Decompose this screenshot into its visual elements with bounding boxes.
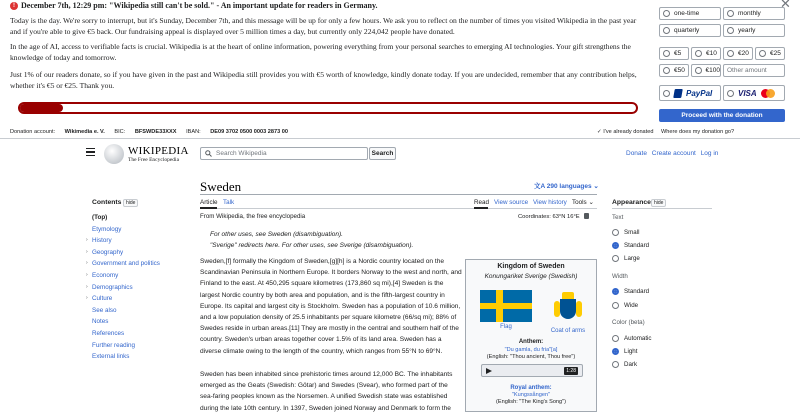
toc-item[interactable]: › Culture [86, 293, 160, 305]
tab-view-source[interactable]: View source [494, 199, 529, 206]
toc-item[interactable]: › Government and politics [86, 258, 160, 270]
text-size-small[interactable]: Small [612, 229, 639, 236]
radio-icon [612, 335, 619, 342]
translate-icon: 文A [534, 183, 545, 190]
donation-progress-fill [20, 104, 63, 112]
radio-icon [695, 50, 702, 57]
toc-item[interactable]: › Economy [86, 270, 160, 282]
payment-paypal[interactable]: PayPal [659, 85, 721, 101]
width-standard[interactable]: Standard [612, 288, 649, 295]
chevron-right-icon[interactable]: › [86, 283, 88, 290]
radio-icon [663, 10, 670, 17]
donation-help-link[interactable]: Where does my donation go? [661, 129, 735, 135]
tab-read-underline [474, 207, 488, 209]
radio-icon [663, 67, 670, 74]
coat-of-arms-image[interactable] [553, 289, 583, 323]
toc-item[interactable]: See also [92, 306, 117, 314]
toc-item[interactable]: Notes [92, 318, 109, 326]
tab-article-underline [200, 207, 217, 209]
site-subtitle: From Wikipedia, the free encyclopedia [200, 213, 306, 220]
radio-icon [663, 27, 670, 34]
width-wide[interactable]: Wide [612, 302, 638, 309]
toc-item[interactable]: › Geography [86, 247, 160, 259]
paypal-icon [673, 89, 683, 98]
radio-icon [695, 67, 702, 74]
tools-menu[interactable]: Tools ⌄ [572, 199, 594, 206]
amount-25[interactable]: €25 [755, 47, 785, 60]
toc-item[interactable]: External links [92, 353, 130, 361]
close-banner-icon[interactable]: ✕ [780, 0, 791, 11]
coat-of-arms-caption-link[interactable]: Coat of arms [550, 328, 586, 334]
toc-item[interactable]: (Top) [92, 214, 108, 221]
already-donated-link[interactable]: ✓ I've already donated [597, 129, 654, 135]
infobox-native-name: Konungariket Sverige (Swedish) [484, 273, 578, 280]
chevron-down-icon: ⌄ [593, 183, 599, 190]
tab-view-history[interactable]: View history [533, 199, 567, 206]
banner-headline [10, 0, 378, 11]
flag-caption-link[interactable]: Flag [500, 324, 512, 330]
wikipedia-tagline: The Free Encyclopedia [128, 157, 180, 163]
frequency-quarterly[interactable]: quarterly [659, 24, 721, 37]
log-in-link[interactable]: Log in [700, 150, 719, 157]
banner-paragraph-3: Just 1% of our readers donate, so if you have given in the past and Wikipedia still provides you with €5 worth of knowledge, kindly donate today. If you are undecided, remember that any contribution helps, whether it's €5 or €25. Thank you. [10, 70, 637, 90]
frequency-one-time[interactable]: one-time [659, 7, 721, 20]
frequency-monthly[interactable]: monthly [723, 7, 785, 20]
royal-anthem-label[interactable]: Royal anthem: [510, 385, 552, 391]
frequency-yearly[interactable]: yearly [723, 24, 785, 37]
anthem-translation: (English: "Thou ancient, Thou free") [486, 354, 576, 360]
chevron-right-icon[interactable]: › [86, 260, 88, 267]
tabs-divider [200, 208, 597, 209]
mastercard-icon [761, 89, 775, 98]
tab-read[interactable]: Read [474, 199, 490, 206]
chevron-right-icon[interactable]: › [86, 248, 88, 255]
toc-item[interactable]: › Demographics [86, 282, 160, 294]
banner-paragraph-1: Today is the day. We're sorry to interrupt, but it's Sunday, December 7th, and this message will be up for only a few hours. We ask you to reflect on the number of times you visited Wikipedia in the past year and if you're able to give €5 back. Our fundraising appeal is displayed over 5 million times a day, but currently only 224,042 people have donated. [10, 16, 637, 36]
toc-item[interactable]: References [92, 329, 125, 337]
radio-icon [663, 90, 670, 97]
appearance-divider [612, 208, 712, 209]
width-label: Width [612, 273, 628, 280]
text-size-standard[interactable]: Standard [612, 242, 649, 249]
tab-talk[interactable]: Talk [223, 199, 235, 206]
radio-selected-icon [612, 242, 619, 249]
color-label: Color (beta) [612, 319, 645, 326]
chevron-right-icon[interactable]: › [86, 271, 88, 278]
page-title: Sweden [200, 179, 242, 194]
radio-icon [612, 229, 619, 236]
hatnote-sverige: "Sverige" redirects here. For other uses, see Sverige (disambiguation). [210, 242, 414, 249]
lead-paragraph-2: Sweden has been inhabited since prehistoric times around 12,000 BC. The inhabitants emerged as the Geats (Swedish: Götar) and Swedes (Svear), who formed part of the sea-faring peoples known as the Norsemen. A unified Swedish state was established during the late 10th century. In 1397, Sweden joined Norway and Denmark to form the [200, 371, 453, 412]
radio-icon [727, 90, 734, 97]
anthem-audio-player[interactable] [481, 364, 583, 377]
royal-anthem-link[interactable]: "Kungssången" [511, 392, 551, 398]
main-menu-icon[interactable] [86, 148, 95, 156]
hatnote-disambiguation: For other uses, see Sweden (disambiguation). [210, 231, 343, 238]
search-icon [205, 150, 212, 157]
chevron-down-icon: ⌄ [588, 199, 594, 206]
user-links [626, 150, 721, 157]
create-account-link[interactable]: Create account [651, 150, 696, 157]
radio-icon [612, 302, 619, 309]
appearance-title: Appearance [612, 199, 651, 206]
toc-title: Contents [92, 199, 122, 206]
wikipedia-wordmark[interactable]: WIKIPEDIA [128, 145, 189, 157]
radio-selected-icon [612, 288, 619, 295]
chevron-right-icon[interactable]: › [86, 295, 88, 302]
coordinates[interactable]: Coordinates: 63°N 16°E [518, 213, 589, 220]
payment-card[interactable]: VISA [723, 85, 785, 101]
title-divider [200, 194, 597, 195]
color-automatic[interactable]: Automatic [612, 335, 652, 342]
amount-20[interactable]: €20 [723, 47, 753, 60]
fundraising-banner [0, 0, 800, 139]
other-amount-input[interactable]: Other amount [723, 64, 785, 77]
proceed-donation-button[interactable]: Proceed with the donation [659, 109, 785, 122]
toc-hide-button[interactable]: hide [123, 199, 138, 207]
donation-progress-bar [18, 102, 638, 114]
search-input[interactable]: Search Wikipedia [200, 147, 368, 160]
radio-icon [727, 27, 734, 34]
search-button[interactable]: Search [369, 147, 396, 160]
lead-paragraph-1: Sweden,[f] formally the Kingdom of Sweden,[g][h] is a Nordic country located on the Scandinavian Peninsula in Northern Europe. It borders Norway to the west and north, and Finland to the east. At 450,295 square kilometres (173,860 sq mi),[4] Sweden is the largest Nordic country by both area and population, and is the fifth-largest country in Europe. Its capital and largest city is Stockholm. Sweden has a population of 10.6 million, and a low population density of 25.5 inhabitants per square kilometre (66/sq mi); 88% of Swedes reside in urban areas.[11] They are mostly in the central and southern half of the country. Sweden's urban areas together cover 1.5% of its land area. Sweden has a diverse climate owing to the length of the country, which ranges from 55°N to 69°N. [200, 258, 462, 355]
anthem-link[interactable]: "Du gamla, du fria"[a] [504, 347, 558, 353]
toc-item[interactable]: Etymology [92, 225, 122, 233]
languages-button[interactable]: 文A 290 languages ⌄ [534, 183, 599, 190]
play-icon[interactable] [486, 368, 492, 374]
infobox-title: Kingdom of Sweden [497, 263, 565, 270]
chevron-right-icon[interactable]: › [86, 237, 88, 244]
infobox [465, 259, 597, 412]
table-of-contents [86, 212, 160, 363]
radio-icon [612, 361, 619, 368]
radio-icon [727, 50, 734, 57]
lock-icon [584, 213, 589, 219]
text-size-large[interactable]: Large [612, 255, 640, 262]
color-dark[interactable]: Dark [612, 361, 637, 368]
bank-account-info: Donation account: Wikimedia e. V. BIC: BFSWDE33XXX IBAN: DE09 3702 0500 0003 2873 00 [10, 129, 289, 135]
amount-50[interactable]: €50 [659, 64, 689, 77]
amount-5[interactable]: €5 [659, 47, 689, 60]
flag-of-sweden-image[interactable] [480, 290, 532, 322]
toc-item[interactable]: › History [86, 235, 160, 247]
amount-10[interactable]: €10 [691, 47, 721, 60]
radio-icon [612, 255, 619, 262]
text-size-label: Text [612, 214, 624, 221]
donate-link[interactable]: Donate [626, 150, 647, 157]
radio-icon [663, 50, 670, 57]
banner-headline-text: December 7th, 12:29 pm: "Wikipedia still can't be sold." - An important update for readers in Germany. [21, 1, 378, 10]
wikipedia-globe-logo[interactable] [104, 144, 124, 164]
radio-icon [759, 50, 766, 57]
tab-article[interactable]: Article [200, 199, 218, 206]
radio-icon [727, 10, 734, 17]
amount-100[interactable]: €100 [691, 64, 721, 77]
banner-paragraph-2: In the age of AI, access to verifiable facts is crucial. Wikipedia is at the heart of online information, powering everything from your personal searches to emerging AI technologies. Your gift strengthens the knowledge of today and tomorrow. [10, 42, 631, 62]
royal-anthem-translation: (English: "The King's Song") [495, 399, 567, 405]
radio-selected-icon [612, 348, 619, 355]
color-light[interactable]: Light [612, 348, 637, 355]
toc-item[interactable]: Further reading [92, 341, 136, 349]
alert-icon: ! [10, 2, 18, 10]
audio-duration: 1:28 [566, 368, 576, 374]
anthem-label: Anthem: [518, 339, 544, 345]
appearance-hide-button[interactable]: hide [651, 199, 666, 207]
